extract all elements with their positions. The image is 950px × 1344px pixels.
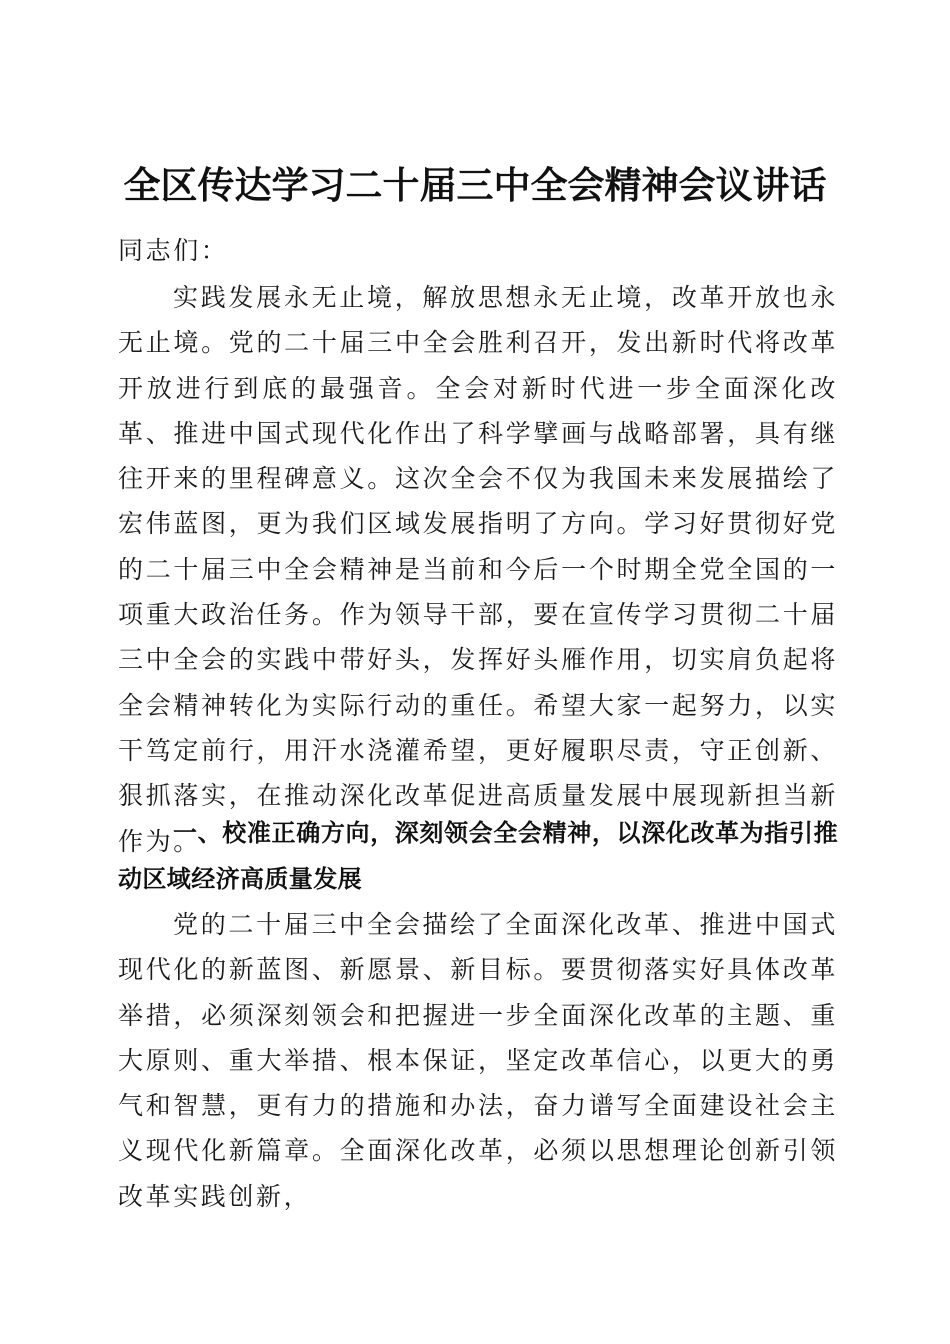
paragraph-section-1: 党的二十届三中全会描绘了全面深化改革、推进中国式现代化的新蓝图、新愿景、新目标。要贯彻落实好具体改革举措，必须深刻领会和把握进一步全面深化改革的主题、重大原则、重大举措、根本保证，坚定改革信心，以更大的勇气和智慧，更有力的措施和办法，奋力谱写全面建设社会主义现代化新篇章。全面深化改革，必须以思想理论创新引领改革实践创新， — [118, 910, 838, 1211]
section-heading-1: 一、校准正确方向，深刻领会全会精神，以深化改革为指引推动区域经济高质量发展 — [118, 819, 838, 893]
paragraph-intro: 实践发展永无止境，解放思想永无止境，改革开放也永无止境。党的二十届三中全会胜利召开，发出新时代将改革开放进行到底的最强音。全会对新时代进一步全面深化改革、推进中国式现代化作出了科学擘画与战略部署，具有继往开来的里程碑意义。这次全会不仅为我国未来发展描绘了宏伟蓝图，更为我们区域发展指明了方向。学习好贯彻好党的二十届三中全会精神是当前和今后一个时期全党全国的一项重大政治任务。作为领导干部，要在宣传学习贯彻二十届三中全会的实践中带好头，发挥好头雁作用，切实肩负起将全会精神转化为实际行动的重任。希望大家一起努力，以实干笃定前行，用汗水浇灌希望，更好履职尽责，守正创新、狠抓落实，在推动深化改革促进高质量发展中展现新担当新作为。 — [118, 283, 838, 856]
document-title: 全区传达学习二十届三中全会精神会议讲话 — [123, 162, 827, 207]
salutation: 同志们： — [118, 236, 229, 265]
